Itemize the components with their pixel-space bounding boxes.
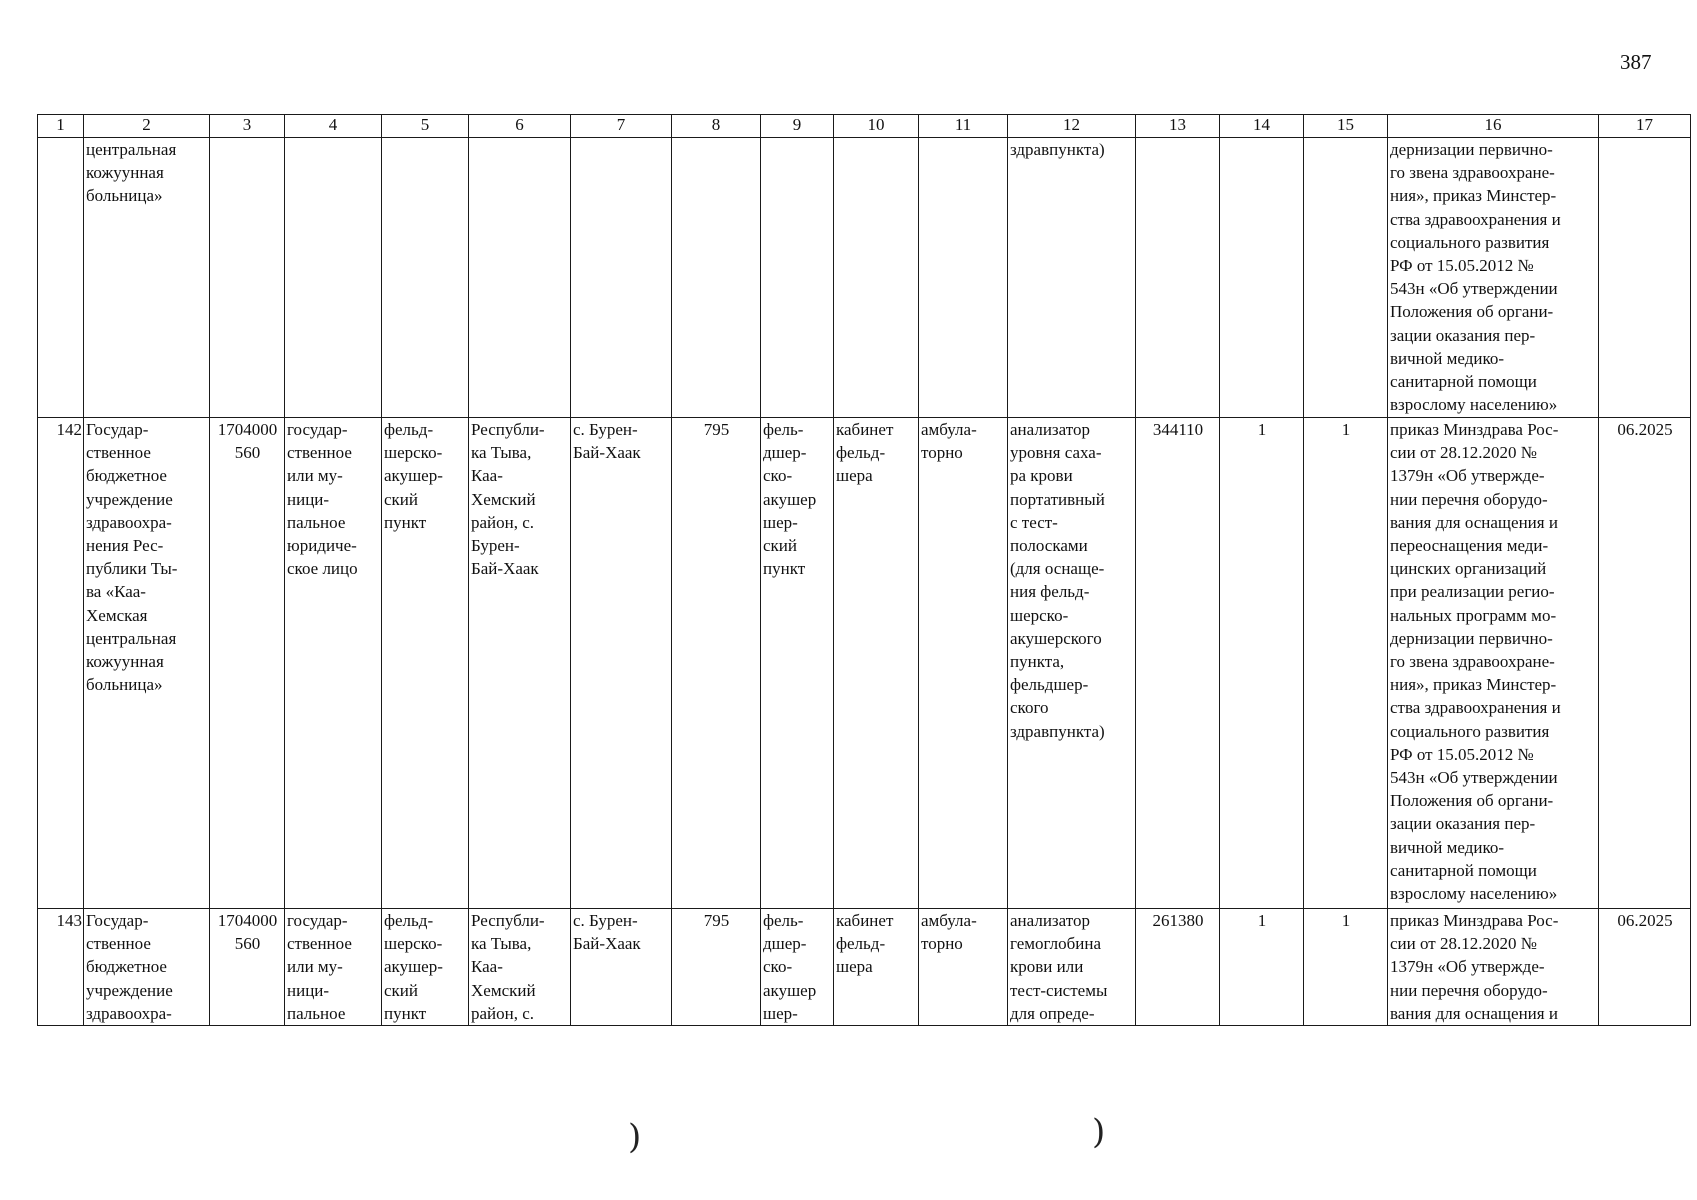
cell-address: Республи- ка Тыва, Каа- Хемский район, с. xyxy=(469,909,571,1026)
page-number: 387 xyxy=(1620,50,1652,74)
cell-subdivision: фель- дшер- ско- акушер шер- ский пункт xyxy=(761,418,834,909)
cell-care-conditions xyxy=(919,138,1008,418)
cell-legal-basis: приказ Минздрава Рос- сии от 28.12.2020 № 1379н «Об утвержде- нии перечня оборудо- вания для оснащения и переоснащения меди- цинских организаций при реализации регио- нальных программ мо- дернизации первично- го звена здравоохране- ния», приказ Минстер- ства здравоохранения и социального развития РФ от 15.05.2012 № 543н «Об утверждении Положения об органи- зации оказания пер- вичной медико- санитарной помощи взрослому населению» xyxy=(1388,418,1599,909)
cell-address: Республи- ка Тыва, Каа- Хемский район, с. Бурен- Бай-Хаак xyxy=(469,418,571,909)
cell-quantity xyxy=(1220,138,1304,418)
col-header-11: 11 xyxy=(919,115,1008,138)
cell-quantity: 1 xyxy=(1220,909,1304,1026)
col-header-7: 7 xyxy=(571,115,672,138)
cell-care-conditions: амбула- торно xyxy=(919,909,1008,1026)
cell-address xyxy=(469,138,571,418)
cell-settlement xyxy=(571,138,672,418)
cell-legal-form xyxy=(285,138,382,418)
cell-equipment: анализатор гемоглобина крови или тест-системы для опреде- xyxy=(1008,909,1136,1026)
cell-room: кабинет фельд- шера xyxy=(834,418,919,909)
cell-institution: центральная кожуунная больница» xyxy=(84,138,210,418)
cell-deadline: 06.2025 xyxy=(1599,909,1691,1026)
cell-code xyxy=(210,138,285,418)
cell-number: 142 xyxy=(38,418,84,909)
cell-quantity: 1 xyxy=(1220,418,1304,909)
cell-institution: Государ- ственное бюджетное учреждение здравоохра- нения Рес- публики Ты- ва «Каа- Хемская центральная кожуунная больница» xyxy=(84,418,210,909)
cell-room xyxy=(834,138,919,418)
cell-legal-basis: приказ Минздрава Рос- сии от 28.12.2020 № 1379н «Об утвержде- нии перечня оборудо- вания для оснащения и xyxy=(1388,909,1599,1026)
col-header-10: 10 xyxy=(834,115,919,138)
cell-quantity-planned: 1 xyxy=(1304,418,1388,909)
header-row xyxy=(38,115,1691,138)
cell-room: кабинет фельд- шера xyxy=(834,909,919,1026)
col-header-17: 17 xyxy=(1599,115,1691,138)
cell-population: 795 xyxy=(672,418,761,909)
cell-care-conditions: амбула- торно xyxy=(919,418,1008,909)
cell-settlement: с. Бурен- Бай-Хаак xyxy=(571,909,672,1026)
register-table xyxy=(37,114,1691,1026)
cell-price xyxy=(1136,138,1220,418)
cell-population: 795 xyxy=(672,909,761,1026)
cell-number xyxy=(38,138,84,418)
cell-unit-type: фельд- шерско- акушер- ский пункт xyxy=(382,909,469,1026)
cell-number: 143 xyxy=(38,909,84,1026)
binding-mark-right: ) xyxy=(1092,1112,1106,1152)
cell-price: 261380 xyxy=(1136,909,1220,1026)
cell-legal-form: государ- ственное или му- ници- пальное юридиче- ское лицо xyxy=(285,418,382,909)
col-header-13: 13 xyxy=(1136,115,1220,138)
cell-unit-type xyxy=(382,138,469,418)
cell-equipment: анализатор уровня саха- ра крови портативный с тест- полосками (для оснаще- ния фельд- шерско- акушерского пункта, фельдшер- ского здравпункта) xyxy=(1008,418,1136,909)
col-header-4: 4 xyxy=(285,115,382,138)
cell-institution: Государ- ственное бюджетное учреждение здравоохра- xyxy=(84,909,210,1026)
cell-price: 344110 xyxy=(1136,418,1220,909)
table-row-142 xyxy=(38,418,1691,909)
cell-subdivision xyxy=(761,138,834,418)
col-header-5: 5 xyxy=(382,115,469,138)
col-header-6: 6 xyxy=(469,115,571,138)
cell-deadline: 06.2025 xyxy=(1599,418,1691,909)
cell-legal-basis: дернизации первично- го звена здравоохране- ния», приказ Минстер- ства здравоохранения и социального развития РФ от 15.05.2012 № 543н «Об утверждении Положения об органи- зации оказания пер- вичной медико- санитарной помощи взрослому населению» xyxy=(1388,138,1599,418)
col-header-2: 2 xyxy=(84,115,210,138)
col-header-15: 15 xyxy=(1304,115,1388,138)
cell-deadline xyxy=(1599,138,1691,418)
cell-legal-form: государ- ственное или му- ници- пальное xyxy=(285,909,382,1026)
table-row-143 xyxy=(38,909,1691,1026)
col-header-14: 14 xyxy=(1220,115,1304,138)
col-header-8: 8 xyxy=(672,115,761,138)
col-header-3: 3 xyxy=(210,115,285,138)
col-header-9: 9 xyxy=(761,115,834,138)
cell-quantity-planned xyxy=(1304,138,1388,418)
cell-code: 1704000 560 xyxy=(210,909,285,1026)
cell-population xyxy=(672,138,761,418)
binding-mark-left: ) xyxy=(628,1117,642,1157)
col-header-16: 16 xyxy=(1388,115,1599,138)
cell-code: 1704000 560 xyxy=(210,418,285,909)
cell-unit-type: фельд- шерско- акушер- ский пункт xyxy=(382,418,469,909)
cell-equipment: здравпункта) xyxy=(1008,138,1136,418)
cell-quantity-planned: 1 xyxy=(1304,909,1388,1026)
col-header-1: 1 xyxy=(38,115,84,138)
table-row-continuation xyxy=(38,138,1691,418)
cell-settlement: с. Бурен- Бай-Хаак xyxy=(571,418,672,909)
cell-subdivision: фель- дшер- ско- акушер шер- xyxy=(761,909,834,1026)
col-header-12: 12 xyxy=(1008,115,1136,138)
